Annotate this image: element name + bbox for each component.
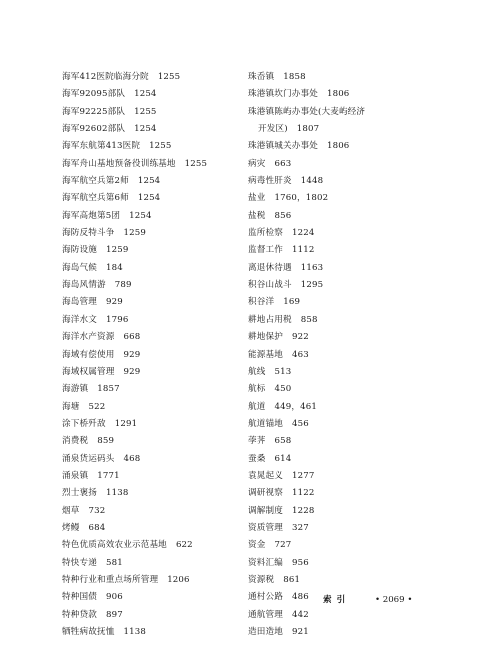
index-page-ref: 861	[283, 574, 301, 585]
index-entry	[62, 294, 232, 311]
index-page-ref: 929	[105, 297, 123, 308]
index-entry	[62, 537, 232, 554]
index-term: 珠港镇坎门办事处	[248, 89, 318, 100]
index-page-ref: 449，461	[274, 401, 317, 412]
index-term: 通航管理	[248, 609, 283, 620]
index-entry	[248, 503, 463, 520]
index-entry	[62, 156, 232, 173]
index-entry	[248, 433, 463, 450]
index-term: 积谷山战斗	[248, 280, 292, 291]
index-column-right	[248, 69, 463, 641]
index-entry	[248, 242, 463, 259]
index-term: 盐业	[248, 193, 266, 204]
index-page-ref: 663	[274, 158, 292, 169]
index-term: 海洋水产资源	[62, 332, 115, 343]
index-page-ref: 1138	[123, 627, 146, 637]
index-page-ref: 1259	[123, 228, 146, 239]
page-number: • 2069 •	[374, 595, 413, 605]
index-page-ref: 1112	[291, 245, 315, 256]
index-term: 造田造地	[248, 627, 283, 637]
index-page-ref: 1122	[291, 488, 315, 499]
index-term: 特种国债	[62, 592, 97, 603]
index-entry	[248, 104, 463, 121]
index-entry	[248, 381, 463, 398]
index-term: 开发区)	[258, 124, 288, 135]
index-page-ref: 906	[105, 592, 123, 603]
index-page-ref: 1277	[291, 470, 315, 481]
index-term: 航道锚地	[248, 418, 283, 429]
index-term: 调研视察	[248, 488, 283, 499]
index-entry	[62, 138, 232, 155]
index-entry	[62, 468, 232, 485]
index-term: 能源基地	[248, 349, 283, 360]
index-term: 珠港镇陈屿办事处(大麦屿经济	[248, 106, 366, 117]
index-term: 离退休待遇	[248, 262, 292, 273]
index-term: 海军92095部队	[62, 89, 126, 100]
index-page-ref: 658	[274, 436, 292, 447]
index-term: 耕地占用税	[248, 314, 292, 325]
index-term: 调解制度	[248, 505, 283, 516]
index-term: 耕地保护	[248, 332, 283, 343]
index-entry	[62, 173, 232, 190]
index-term: 资质管理	[248, 522, 283, 533]
index-term: 海防设施	[62, 245, 97, 256]
index-entry	[62, 381, 232, 398]
index-entry	[248, 572, 463, 589]
index-page-ref: 1806	[326, 89, 350, 100]
index-term: 通村公路	[248, 592, 283, 603]
index-page-ref: 442	[291, 609, 309, 620]
index-entry	[62, 121, 232, 138]
index-page-ref: 1807	[296, 124, 320, 135]
index-page-ref: 513	[274, 366, 292, 377]
index-page-ref: 921	[291, 627, 309, 637]
index-term: 病毒性肝炎	[248, 176, 292, 187]
index-term: 荸荠	[248, 436, 266, 447]
index-page-ref: 684	[88, 522, 106, 533]
index-entry	[62, 503, 232, 520]
index-entry	[62, 329, 232, 346]
index-entry	[248, 416, 463, 433]
index-page-ref: 668	[123, 332, 141, 343]
index-page-ref: 327	[291, 522, 309, 533]
index-entry	[248, 555, 463, 572]
index-entry	[248, 607, 463, 624]
index-entry	[248, 329, 463, 346]
index-term: 特种行业和重点场所管理	[62, 574, 159, 585]
index-term: 海岛管理	[62, 297, 97, 308]
index-page-ref: 463	[291, 349, 309, 360]
index-entry	[62, 607, 232, 624]
index-entry	[62, 208, 232, 225]
index-entry	[248, 208, 463, 225]
index-entry	[248, 277, 463, 294]
index-entry	[62, 86, 232, 103]
index-term: 烟草	[62, 505, 80, 516]
index-page-ref: 727	[274, 540, 292, 551]
index-page-ref: 732	[88, 505, 106, 516]
index-term: 海军412医院临海分院	[62, 72, 149, 82]
index-entry	[248, 225, 463, 242]
index-page-ref: 169	[283, 297, 301, 308]
index-term: 蚕桑	[248, 453, 266, 464]
index-page-ref: 1857	[97, 384, 120, 395]
index-term: 海军92602部队	[62, 124, 126, 135]
index-term: 资料汇编	[248, 557, 283, 568]
index-page-ref: 614	[274, 453, 292, 464]
index-entry	[62, 416, 232, 433]
index-page-ref: 1291	[114, 418, 138, 429]
index-entry	[248, 190, 463, 207]
index-page-ref: 859	[97, 436, 115, 447]
index-entry	[62, 451, 232, 468]
index-entry	[248, 468, 463, 485]
index-page-ref: 1760，1802	[274, 193, 329, 204]
index-term: 涌泉货运码头	[62, 453, 115, 464]
index-term: 牺牲病故抚恤	[62, 627, 115, 637]
index-term: 涂下桥歼敌	[62, 418, 106, 429]
index-entry	[248, 86, 463, 103]
index-entry	[248, 121, 463, 138]
index-entry	[248, 260, 463, 277]
index-term: 海军东航第413医院	[62, 141, 141, 152]
index-page-ref: 1255	[157, 72, 181, 82]
index-entry	[62, 347, 232, 364]
index-entry	[62, 399, 232, 416]
index-page-ref: 858	[300, 314, 318, 325]
index-page-ref: 622	[175, 540, 193, 551]
index-term: 海塘	[62, 401, 80, 412]
index-page-ref: 1138	[105, 488, 129, 499]
page-footer	[323, 593, 412, 605]
index-entry	[62, 104, 232, 121]
index-page-ref: 856	[274, 210, 292, 221]
index-page-ref: 1771	[97, 470, 120, 481]
index-page-ref: 922	[291, 332, 309, 343]
index-entry	[248, 485, 463, 502]
index-entry	[248, 173, 463, 190]
index-entry	[62, 485, 232, 502]
index-page-ref: 1448	[300, 176, 324, 187]
index-entry	[248, 399, 463, 416]
index-term: 航道	[248, 401, 266, 412]
index-entry	[248, 537, 463, 554]
index-term: 资金	[248, 540, 266, 551]
index-term: 海游镇	[62, 384, 89, 395]
index-term: 特快专递	[62, 557, 97, 568]
index-entry	[248, 156, 463, 173]
index-entry	[62, 589, 232, 606]
index-entry	[62, 572, 232, 589]
index-term: 资源税	[248, 574, 275, 585]
index-page-ref: 1224	[291, 228, 315, 239]
index-term: 海岛气候	[62, 262, 97, 273]
index-term: 病灾	[248, 158, 266, 169]
index-page-ref: 1254	[134, 124, 157, 135]
index-entry	[62, 242, 232, 259]
index-entry	[62, 260, 232, 277]
index-page-ref: 486	[291, 592, 309, 603]
index-term: 袁晁起义	[248, 470, 283, 481]
index-term: 监督工作	[248, 245, 283, 256]
index-entry	[62, 520, 232, 537]
index-term: 海域权属管理	[62, 366, 115, 377]
index-page-ref: 897	[105, 609, 123, 620]
index-page-ref: 1255	[134, 106, 157, 117]
index-term: 积谷洋	[248, 297, 275, 308]
index-term: 珠岙镇	[248, 72, 275, 82]
index-page-ref: 581	[105, 557, 123, 568]
index-page-ref: 1806	[326, 141, 350, 152]
index-entry	[62, 364, 232, 381]
index-entry	[62, 555, 232, 572]
index-term: 烤鳗	[62, 522, 80, 533]
index-entry	[248, 364, 463, 381]
index-term: 海军高炮第5团	[62, 210, 121, 221]
index-page-ref: 789	[114, 280, 132, 291]
index-column-left	[62, 69, 232, 641]
index-page-ref: 1858	[283, 72, 306, 82]
index-term: 涌泉镇	[62, 470, 89, 481]
index-page-ref: 1254	[129, 210, 152, 221]
index-term: 海军舟山基地预备役训练基地	[62, 158, 176, 169]
index-entry	[62, 69, 232, 86]
index-term: 海军92225部队	[62, 106, 126, 117]
index-page-ref: 1206	[167, 574, 190, 585]
index-term: 盐税	[248, 210, 266, 221]
index-entry	[248, 69, 463, 86]
index-term: 海域有偿使用	[62, 349, 115, 360]
index-term: 烈士褒扬	[62, 488, 97, 499]
index-entry	[248, 312, 463, 329]
index-page-ref: 1259	[105, 245, 129, 256]
index-page-ref: 1254	[137, 176, 161, 187]
section-label: 索引	[323, 595, 351, 605]
index-entry	[248, 294, 463, 311]
index-page-ref: 456	[291, 418, 309, 429]
index-term: 海防反特斗争	[62, 228, 115, 239]
index-term: 航标	[248, 384, 266, 395]
index-entry	[62, 312, 232, 329]
index-page-ref: 929	[123, 366, 141, 377]
index-term: 航线	[248, 366, 266, 377]
index-page-ref: 1255	[149, 141, 172, 152]
index-page-ref: 450	[274, 384, 292, 395]
index-page-ref: 1796	[105, 314, 129, 325]
index-page-ref: 1228	[291, 505, 315, 516]
index-entry	[248, 138, 463, 155]
index-page-ref: 522	[88, 401, 106, 412]
index-entry	[62, 433, 232, 450]
index-page-ref: 1255	[184, 158, 208, 169]
index-entry	[62, 624, 232, 641]
index-term: 海岛风情游	[62, 280, 106, 291]
index-entry	[248, 451, 463, 468]
index-entry	[248, 520, 463, 537]
index-entry	[62, 190, 232, 207]
index-term: 珠港镇城关办事处	[248, 141, 318, 152]
index-page-ref: 468	[123, 453, 141, 464]
index-entry	[62, 225, 232, 242]
index-term: 消费税	[62, 436, 89, 447]
index-page-ref: 184	[105, 262, 123, 273]
index-page-ref: 1163	[300, 262, 324, 273]
index-term: 特种贷款	[62, 609, 97, 620]
index-term: 海军航空兵第6师	[62, 193, 129, 204]
index-term: 海军航空兵第2师	[62, 176, 129, 187]
index-term: 监所检察	[248, 228, 283, 239]
index-page-ref: 1295	[300, 280, 324, 291]
index-page-ref: 1254	[137, 193, 161, 204]
index-page-ref: 929	[123, 349, 141, 360]
index-term: 特色优质高效农业示范基地	[62, 540, 167, 551]
index-page-ref: 956	[291, 557, 309, 568]
index-entry	[62, 277, 232, 294]
index-page-ref: 1254	[134, 89, 157, 100]
index-entry	[248, 347, 463, 364]
index-term: 海洋水文	[62, 314, 97, 325]
index-entry	[248, 624, 463, 641]
